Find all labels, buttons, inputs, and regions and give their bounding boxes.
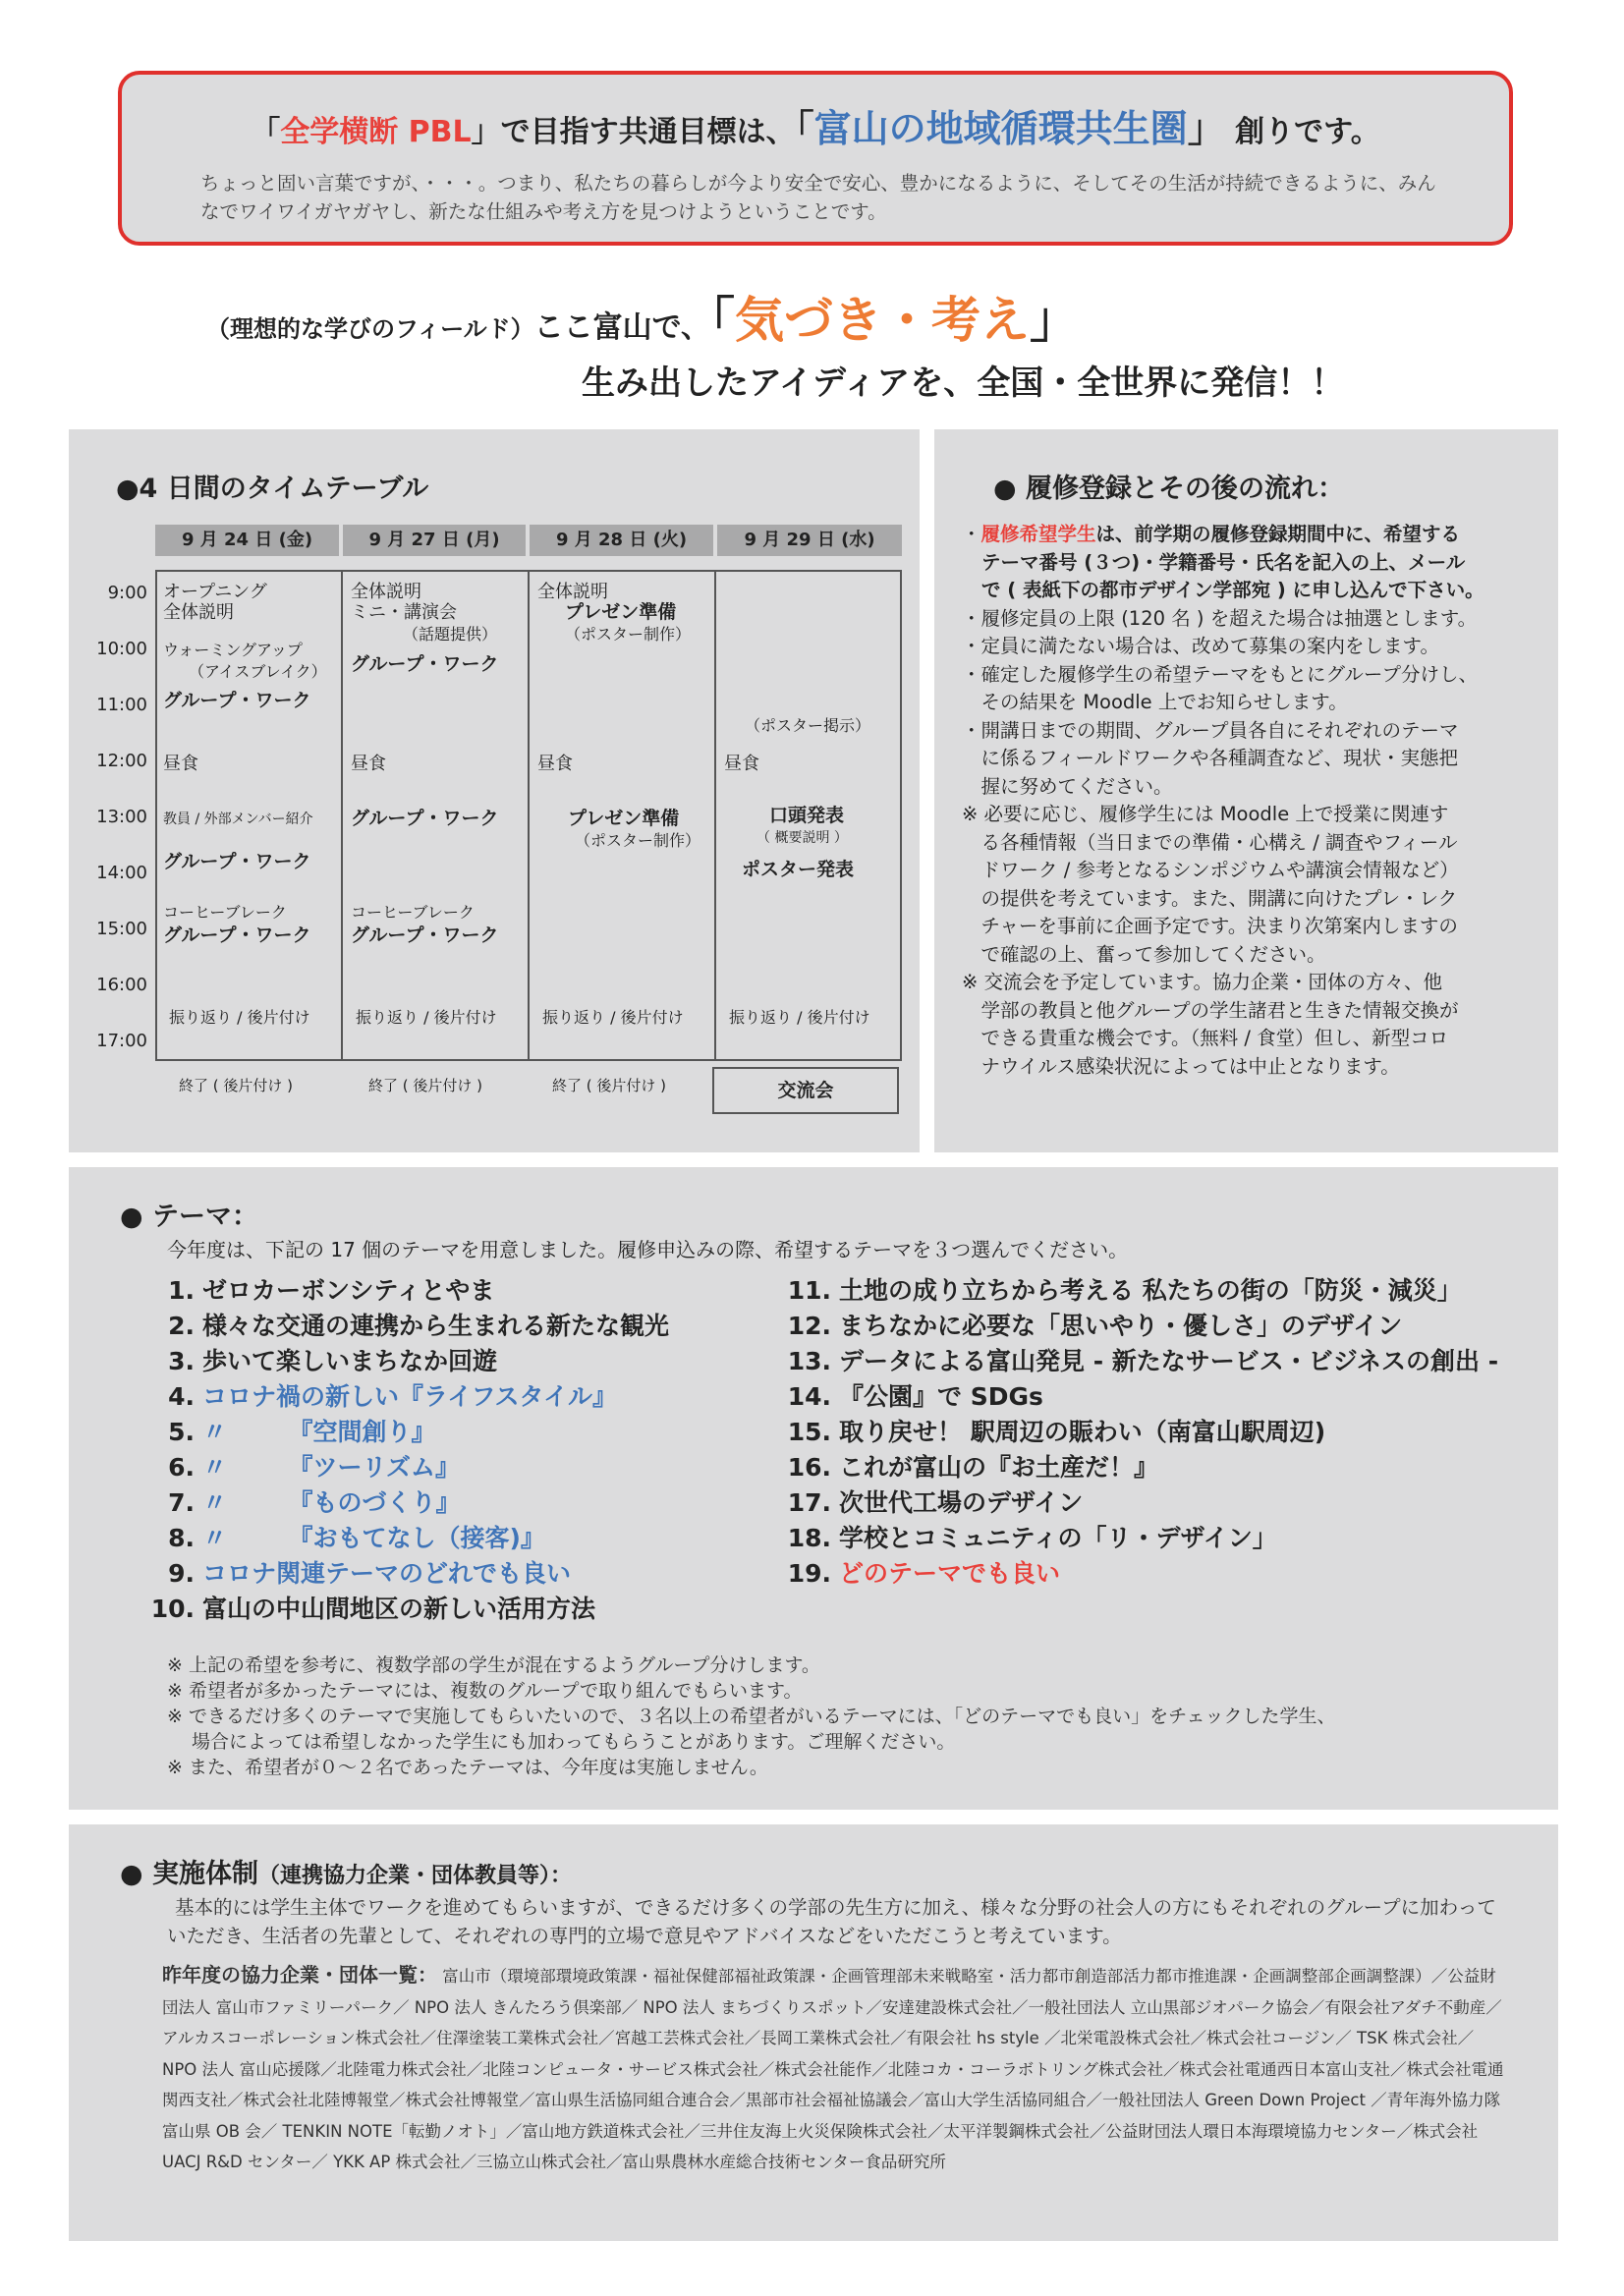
themes-right-column	[774, 1273, 1498, 1592]
theme-title: 取り戻せ！ 駅周辺の賑わい（南富山駅周辺)	[839, 1418, 1326, 1446]
d4-exchange-meeting: 交流会	[712, 1067, 899, 1114]
d2-coffee-break: コーヒーブレーク	[351, 903, 475, 922]
time-label: 10:00	[96, 639, 147, 659]
theme-item	[138, 1309, 669, 1344]
themes-note: 場合によっては希望しなかった学生にも加わってもらうことがあります。ご理解ください。	[167, 1731, 956, 1753]
theme-item	[138, 1450, 669, 1485]
theme-title: 学校とコミュニティの「リ・デザイン」	[839, 1524, 1277, 1552]
d3-presentation-prep-2: プレゼン準備	[568, 808, 680, 829]
theme-number: 10.	[150, 1595, 195, 1623]
d1-end: 終了 ( 後片付け )	[179, 1077, 294, 1094]
goal-mid-text: 」で目指す共通目標は、	[471, 115, 796, 149]
theme-number: 15.	[787, 1418, 831, 1446]
goal-box	[118, 71, 1513, 246]
flow-line: その結果を Moodle 上でお知らせします。	[962, 691, 1348, 713]
themes-left-column	[138, 1273, 669, 1627]
theme-title: 〃 『ツーリズム』	[202, 1453, 461, 1482]
goal-description: ちょっと固い言葉ですが、・・・。つまり、私たちの暮らしが今より安全で安心、豊かになるように、そしてその生活が持続できるように、みんなでワイワイガヤガヤし、新たな仕組みや考え方を見つけようということです。	[200, 172, 1436, 223]
timetable-title: ●4 日間のタイムテーブル	[116, 474, 429, 504]
tagline-keyword: 気づき・考え	[735, 292, 1031, 349]
theme-number: 1.	[168, 1276, 195, 1305]
theme-title: まちなかに必要な「思いやり・優しさ」のデザイン	[839, 1312, 1403, 1340]
theme-item	[774, 1273, 1498, 1309]
tagline-line-2: 生み出したアイディアを、全国・全世界に発信！！	[582, 364, 1345, 403]
d4-lunch: 昼食	[724, 754, 759, 774]
theme-item	[138, 1485, 669, 1521]
theme-item	[774, 1521, 1498, 1556]
d4-poster-display: （ポスター掲示）	[745, 716, 871, 735]
themes-note: ※ 上記の希望を参考に、複数学部の学生が混在するようグループ分けします。	[167, 1654, 820, 1676]
d1-group-work-2: グループ・ワーク	[163, 851, 311, 872]
time-label: 16:00	[96, 975, 147, 995]
d2-topic: （話題提供）	[403, 625, 498, 644]
flow-line: 学部の教員と他グループの学生諸君と生きた情報交換が	[962, 998, 1459, 1022]
themes-note: ※ できるだけ多くのテーマで実施してもらいたいので、３名以上の希望者がいるテーマには、「どのテーマでも良い」をチェックした学生、	[167, 1706, 1336, 1727]
organization-panel	[69, 1824, 1558, 2241]
d1-intro: 教員 / 外部メンバー紹介	[163, 812, 313, 827]
d2-review: 振り返り / 後片付け	[356, 1008, 497, 1027]
partner-list-label: 昨年度の協力企業・団体一覧：	[162, 1963, 437, 1987]
theme-number: 7.	[168, 1488, 195, 1517]
theme-number: 6.	[168, 1453, 195, 1482]
grid-divider	[341, 572, 343, 1059]
theme-title: ゼロカーボンシティとやま	[202, 1276, 495, 1305]
grid-divider	[528, 572, 530, 1059]
day-header-1: 9 月 24 日 (金)	[155, 525, 339, 556]
flow-line: の提供を考えています。また、開講に向けたプレ・レク	[962, 886, 1458, 910]
theme-number: 8.	[168, 1524, 195, 1552]
flow-line: ・履修定員の上限 (120 名 ) を超えた場合は抽選とします。	[962, 606, 1478, 630]
theme-title: 次世代工場のデザイン	[839, 1488, 1084, 1517]
org-title-main: ● 実施体制	[120, 1859, 258, 1889]
theme-number: 12.	[787, 1312, 831, 1340]
d3-review: 振り返り / 後片付け	[542, 1008, 684, 1027]
theme-title: 土地の成り立ちから考える 私たちの街の「防災・減災」	[839, 1276, 1462, 1305]
goal-target-quote-open: 「	[795, 107, 814, 150]
theme-number: 2.	[168, 1312, 195, 1340]
d3-end: 終了 ( 後片付け )	[552, 1077, 667, 1094]
tagline-line-1	[206, 281, 1079, 352]
theme-number: 5.	[168, 1418, 195, 1446]
theme-title: 様々な交通の連携から生まれる新たな観光	[202, 1312, 670, 1340]
d1-review: 振り返り / 後片付け	[169, 1008, 310, 1027]
theme-title: 歩いて楽しいまちなか回遊	[202, 1347, 498, 1375]
theme-number: 14.	[787, 1382, 831, 1411]
theme-title: これが富山の『お土産だ！』	[839, 1453, 1159, 1482]
org-title-sub: （連携協力企業・団体教員等）：	[257, 1864, 572, 1888]
theme-number: 13.	[787, 1347, 831, 1375]
d1-group-work-3: グループ・ワーク	[163, 924, 311, 946]
d2-lunch: 昼食	[351, 754, 386, 774]
theme-title: データによる富山発見 - 新たなサービス・ビジネスの創出 -	[839, 1347, 1499, 1375]
day-header-3: 9 月 28 日 (火)	[530, 525, 713, 556]
time-label: 12:00	[96, 751, 147, 771]
time-label: 14:00	[96, 863, 147, 883]
flow-line: チャーを事前に企画予定です。決まり次第案内しますの	[962, 915, 1458, 937]
flow-line: ナウイルス感染状況によっては中止となります。	[962, 1054, 1400, 1078]
theme-title: 〃 『ものづくり』	[202, 1488, 461, 1517]
day-header-2: 9 月 27 日 (月)	[343, 525, 526, 556]
day-header-4: 9 月 29 日 (水)	[717, 525, 902, 556]
d1-warmup: ウォーミングアップ	[163, 641, 303, 659]
tagline-here: ここ富山で、	[533, 310, 711, 345]
theme-number: 19.	[787, 1559, 831, 1588]
partner-list-text: 富山市（環境部環境政策課・福祉保健部福祉政策課・企画管理部未来戦略室・活力都市創造部活力都市推進課・企画調整部企画調整課）／公益財団法人 富山市ファミリーパーク／ NPO 法人 きんたろう倶楽部／ NPO 法人 まちづくりスポット／安達建設株式会社／一般社団法人 立山黒部ジオパーク協会／有限会社アダチ不動産／アルカスコーポレーション株式会社／住澤塗装工業株式会社／宮越工芸株式会社／長岡工業株式会社／有限会社 hs style ／北栄電設株式会社／株式会社コージン／ TSK 株式会社／ NPO 法人 富山応援隊／北陸電力株式会社／北陸コンピュータ・サービス株式会社／株式会社能作／北陸コカ・コーラボトリング株式会社／株式会社電通西日本富山支社／株式会社電通関西支社／株式会社北陸博報堂／株式会社博報堂／富山県生活協同組合連合会／黒部市社会福祉協議会／富山大学生活協同組合／一般社団法人 Green Down Project ／青年海外協力隊 富山県 OB 会／ TENKIN NOTE「転勤ノオト」／富山地方鉄道株式会社／三井住友海上火災保険株式会社／太平洋製鋼株式会社／公益財団法人環日本海環境協力センター／株式会社 UACJ R&D センター／ YKK AP 株式会社／三協立山株式会社／富山県農林水産総合技術センター食品研究所	[162, 1967, 1504, 2171]
flow-line: で ( 表紙下の都市デザイン学部宛 ) に申し込んで下さい。	[981, 579, 1484, 601]
theme-title: どのテーマでも良い	[839, 1559, 1061, 1588]
themes-note: ※ 希望者が多かったテーマには、複数のグループで取り組んでもらいます。	[167, 1680, 803, 1702]
theme-item	[138, 1273, 669, 1309]
d3-presentation-prep-1: プレゼン準備	[565, 601, 677, 623]
theme-number: 9.	[168, 1559, 195, 1588]
d2-group-work-1: グループ・ワーク	[351, 653, 499, 675]
goal-title	[122, 98, 1509, 152]
flow-line	[962, 521, 1484, 549]
theme-item	[138, 1379, 669, 1415]
flow-highlight: 履修希望学生	[980, 523, 1096, 545]
time-label: 17:00	[96, 1031, 147, 1051]
theme-number: 17.	[787, 1488, 831, 1517]
theme-item	[774, 1415, 1498, 1450]
d1-lunch: 昼食	[163, 754, 198, 774]
theme-item	[138, 1415, 669, 1450]
d4-review: 振り返り / 後片付け	[729, 1008, 870, 1027]
registration-flow-panel	[934, 429, 1558, 1152]
theme-number: 3.	[168, 1347, 195, 1375]
theme-title: 〃 『空間創り』	[202, 1418, 436, 1446]
theme-title: 〃 『おもてなし（接客)』	[202, 1524, 545, 1552]
tagline-field: （理想的な学びのフィールド）	[206, 315, 534, 343]
d4-oral-presentation: 口頭発表	[769, 805, 845, 826]
d2-mini-lecture: ミニ・講演会	[351, 602, 457, 623]
d2-overview: 全体説明	[351, 582, 421, 602]
theme-item	[774, 1309, 1498, 1344]
time-label: 13:00	[96, 807, 147, 827]
goal-target: 富山の地域循環共生圏	[813, 107, 1188, 150]
time-label: 11:00	[96, 695, 147, 715]
flow-title: ● 履修登録とその後の流れ：	[993, 474, 1344, 504]
flow-line: に係るフィールドワークや各種調査など、現状・実態把	[962, 747, 1459, 769]
theme-item	[774, 1450, 1498, 1485]
theme-item	[774, 1379, 1498, 1415]
goal-target-quote-close: 」	[1187, 107, 1225, 150]
theme-title: 富山の中山間地区の新しい活用方法	[202, 1595, 596, 1623]
grid-divider	[714, 572, 716, 1059]
d2-group-work-3: グループ・ワーク	[351, 924, 499, 946]
d1-group-work-1: グループ・ワーク	[163, 690, 311, 711]
flow-line: ・開講日までの期間、グループ員各自にそれぞれのテーマ	[962, 718, 1459, 742]
theme-number: 11.	[787, 1276, 831, 1305]
tagline-quote-close: 」	[1030, 292, 1080, 349]
flow-body	[962, 521, 1484, 1081]
time-label: 15:00	[96, 919, 147, 939]
theme-title: コロナ禍の新しい『ライフスタイル』	[202, 1382, 618, 1411]
theme-title: 『公園』で SDGs	[839, 1382, 1043, 1411]
d1-opening: オープニング	[163, 582, 267, 602]
tagline-quote-open: 「	[710, 292, 736, 349]
themes-note: ※ また、希望者が０〜２名であったテーマは、今年度は実施しません。	[167, 1757, 768, 1778]
d4-poster-presentation: ポスター発表	[742, 859, 855, 880]
flow-line: ※ 交流会を予定しています。協力企業・団体の方々、他	[962, 971, 1442, 993]
d2-group-work-2: グループ・ワーク	[351, 808, 499, 829]
d4-summary: （ 概要説明 ）	[756, 830, 848, 846]
themes-intro: 今年度は、下記の 17 個のテーマを用意しました。履修申込みの際、希望するテーマを３つ選んでください。	[167, 1238, 1129, 1261]
theme-item	[774, 1485, 1498, 1521]
flow-line: ドワーク / 参考となるシンポジウムや講演会情報など）	[962, 859, 1459, 881]
d1-overview: 全体説明	[163, 602, 234, 623]
flow-line-text: は、前学期の履修登録期間中に、希望する	[1095, 523, 1461, 545]
themes-notes	[167, 1652, 1336, 1780]
theme-item	[138, 1344, 669, 1379]
goal-program-name: 全学横断 PBL	[280, 115, 472, 149]
time-label: 9:00	[107, 583, 147, 603]
theme-number: 16.	[787, 1453, 831, 1482]
theme-item	[774, 1556, 1498, 1592]
goal-post-text: 創りです。	[1224, 115, 1380, 149]
theme-number: 4.	[168, 1382, 195, 1411]
themes-title: ● テーマ：	[120, 1202, 258, 1232]
theme-title: コロナ関連テーマのどれでも良い	[202, 1559, 572, 1588]
flow-line: る各種情報（当日までの準備・心構え / 調査やフィール	[962, 830, 1458, 854]
timetable-panel	[69, 429, 920, 1152]
theme-item	[774, 1344, 1498, 1379]
flow-line: で確認の上、奮って参加してください。	[962, 942, 1326, 966]
d1-icebreak: （アイスブレイク）	[189, 662, 327, 681]
flow-line: テーマ番号 (３つ)・学籍番号・氏名を記入の上、メール	[981, 550, 1466, 574]
flow-line: ※ 必要に応じ、履修学生には Moodle 上で授業に関連す	[962, 803, 1449, 825]
d3-overview: 全体説明	[537, 582, 608, 602]
org-description: 基本的には学生主体でワークを進めてもらいますが、できるだけ多くの学部の先生方に加え、様々な分野の社会人の方にもそれぞれのグループに加わっていただき、生活者の先輩として、それぞれの専門的立場で意見やアドバイスなどをいただこうと考えています。	[167, 1896, 1496, 1947]
partner-list	[162, 1960, 1508, 2178]
d3-poster-making-1: （ポスター制作）	[565, 625, 692, 644]
theme-number: 18.	[787, 1524, 831, 1552]
flow-line: できる貴重な機会です。（無料 / 食堂）但し、新型コロ	[962, 1027, 1449, 1049]
goal-quote-open: 「	[251, 115, 281, 149]
d3-poster-making-2: （ポスター制作）	[575, 831, 701, 850]
d2-end: 終了 ( 後片付け )	[368, 1077, 483, 1094]
d1-coffee-break: コーヒーブレーク	[163, 903, 287, 922]
d3-lunch: 昼食	[537, 754, 573, 774]
org-title	[120, 1852, 572, 1890]
flow-line: ・確定した履修学生の希望テーマをもとにグループ分けし、	[962, 662, 1478, 686]
flow-line: ・定員に満たない場合は、改めて募集の案内をします。	[962, 635, 1439, 657]
theme-item	[138, 1592, 669, 1627]
theme-item	[138, 1556, 669, 1592]
theme-item	[138, 1521, 669, 1556]
themes-panel	[69, 1167, 1558, 1810]
flow-bullet: ・	[962, 523, 981, 545]
flow-line: 握に努めてください。	[962, 774, 1173, 798]
